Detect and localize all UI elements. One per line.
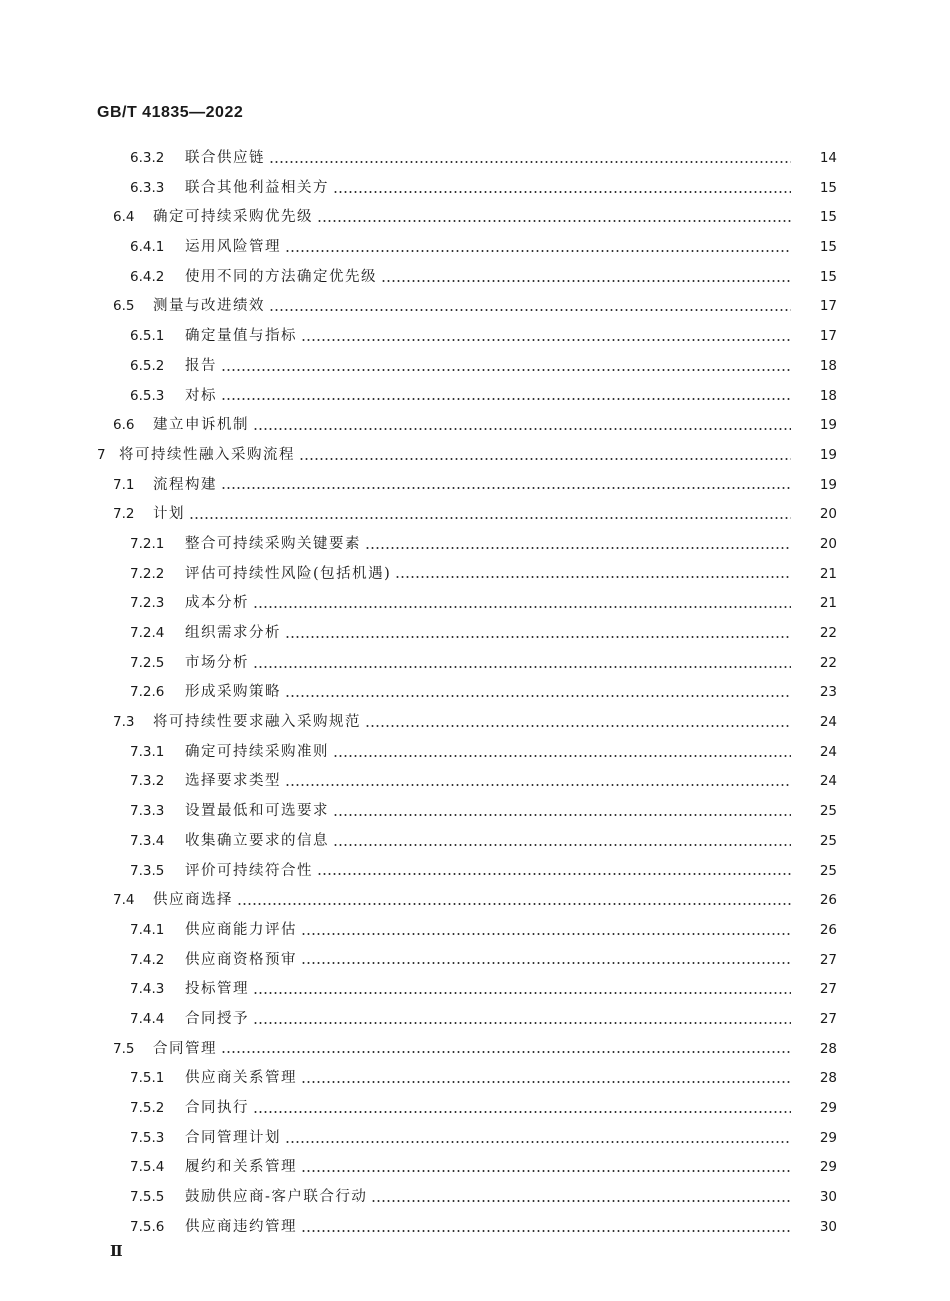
toc-entry-title: 将可持续性要求融入采购规范 [153, 714, 361, 731]
toc-entry[interactable] [0, 710, 950, 740]
toc-entry-page: 18 [819, 387, 837, 404]
toc-entry-title: 成本分析 [185, 595, 249, 612]
toc-entry[interactable] [0, 532, 950, 562]
toc-entry-page: 14 [819, 150, 837, 166]
toc-entry-page: 25 [819, 862, 837, 879]
toc-entry-number: 7.2.6 [130, 684, 165, 701]
toc-entry-number: 7.2 [113, 506, 135, 523]
toc-entry[interactable] [0, 799, 950, 829]
toc-entry-page: 15 [819, 239, 837, 256]
toc-entry-page: 15 [819, 179, 837, 196]
toc-entry-title: 评价可持续符合性 [185, 862, 313, 879]
dot-leader [237, 898, 791, 910]
toc-entry[interactable] [0, 1155, 950, 1185]
toc-entry[interactable] [0, 265, 950, 295]
toc-entry[interactable] [0, 948, 950, 978]
toc-entry[interactable] [0, 1215, 950, 1245]
toc-entry-page: 19 [819, 417, 837, 434]
toc-entry-title: 流程构建 [153, 476, 217, 493]
dot-leader [317, 868, 791, 880]
toc-entry-title: 确定量值与指标 [185, 328, 297, 345]
toc-entry-title: 组织需求分析 [185, 625, 281, 641]
toc-entry-number: 7.3.2 [130, 773, 165, 790]
toc-entry-title: 确定可持续采购准则 [185, 743, 329, 760]
toc-entry-page: 29 [819, 1100, 837, 1116]
dot-leader [253, 987, 791, 999]
toc-entry-title: 联合供应链 [185, 150, 265, 166]
toc-entry[interactable] [0, 1185, 950, 1215]
toc-entry[interactable] [0, 443, 950, 473]
toc-entry-number: 7.5.2 [130, 1100, 165, 1116]
dot-leader [301, 957, 791, 969]
toc-entry[interactable] [0, 769, 950, 799]
toc-entry-title: 投标管理 [185, 981, 249, 998]
dot-leader [285, 779, 791, 791]
toc-entry-page: 25 [819, 803, 837, 820]
toc-entry-page: 30 [819, 1189, 837, 1206]
toc-entry[interactable] [0, 859, 950, 889]
toc-entry[interactable] [0, 354, 950, 384]
dot-leader [269, 156, 791, 168]
toc-entry-number: 7.5.3 [130, 1129, 165, 1146]
toc-entry-page: 24 [819, 743, 837, 760]
toc-entry[interactable] [0, 651, 950, 681]
toc-entry-number: 6.4.2 [130, 268, 165, 285]
toc-entry-title: 对标 [185, 387, 217, 404]
toc-entry-title: 合同执行 [185, 1100, 249, 1116]
toc-entry-number: 7.4.4 [130, 1010, 165, 1027]
toc-entry-title: 市场分析 [185, 654, 249, 671]
toc-entry-number: 7.4 [113, 892, 135, 909]
toc-entry-title: 计划 [153, 506, 185, 523]
dot-leader [221, 1046, 791, 1058]
toc-entry[interactable] [0, 680, 950, 710]
toc-entry-number: 6.5 [113, 298, 135, 315]
toc-entry[interactable] [0, 591, 950, 621]
toc-entry-number: 7.2.5 [130, 654, 165, 671]
toc-entry-number: 7.3.4 [130, 832, 165, 849]
toc-entry-number: 6.3.3 [130, 179, 165, 196]
toc-entry-number: 7.2.3 [130, 595, 165, 612]
toc-entry-number: 6.4.1 [130, 239, 165, 256]
dot-leader [253, 601, 791, 613]
toc-entry-title: 供应商选择 [153, 892, 233, 909]
toc-entry[interactable] [0, 205, 950, 235]
toc-entry-title: 评估可持续性风险(包括机遇) [185, 565, 392, 582]
table-of-contents [0, 146, 950, 1244]
toc-entry-page: 21 [819, 565, 837, 582]
toc-entry[interactable] [0, 740, 950, 770]
toc-entry-page: 30 [819, 1218, 837, 1235]
toc-entry[interactable] [0, 235, 950, 265]
dot-leader [269, 304, 791, 316]
toc-entry-title: 供应商违约管理 [185, 1218, 297, 1235]
toc-entry-page: 15 [819, 209, 837, 226]
dot-leader [221, 482, 791, 494]
toc-entry-title: 合同授予 [185, 1010, 249, 1027]
toc-entry[interactable] [0, 176, 950, 206]
toc-entry-page: 27 [819, 951, 837, 968]
toc-entry[interactable] [0, 294, 950, 324]
toc-entry-title: 鼓励供应商-客户联合行动 [185, 1189, 368, 1206]
dot-leader [317, 215, 791, 227]
toc-entry-page: 17 [819, 298, 837, 315]
page-number-footer: Ⅱ [110, 1242, 123, 1260]
toc-entry-page: 24 [819, 714, 837, 731]
dot-leader [395, 571, 791, 583]
toc-entry[interactable] [0, 1037, 950, 1067]
toc-entry-number: 7.5.1 [130, 1070, 165, 1087]
dot-leader [285, 631, 791, 643]
toc-entry-page: 18 [819, 357, 837, 374]
dot-leader [333, 839, 791, 851]
dot-leader [371, 1195, 791, 1207]
toc-entry-page: 27 [819, 981, 837, 998]
toc-entry-number: 7.3.5 [130, 862, 165, 879]
toc-entry-number: 7 [97, 446, 106, 463]
toc-entry[interactable] [0, 1126, 950, 1156]
toc-entry-number: 7.3.3 [130, 803, 165, 820]
dot-leader [299, 453, 791, 465]
toc-entry-number: 6.5.3 [130, 387, 165, 404]
dot-leader [221, 364, 791, 376]
toc-entry-page: 22 [819, 654, 837, 671]
toc-entry-page: 26 [819, 892, 837, 909]
toc-entry[interactable] [0, 1066, 950, 1096]
dot-leader [301, 1225, 791, 1237]
toc-entry-page: 29 [819, 1159, 837, 1176]
toc-entry-page: 23 [819, 684, 837, 701]
toc-entry-number: 7.4.2 [130, 951, 165, 968]
toc-entry-title: 整合可持续采购关键要素 [185, 535, 361, 552]
toc-entry[interactable] [0, 888, 950, 918]
toc-entry-title: 选择要求类型 [185, 773, 281, 790]
toc-entry[interactable] [0, 502, 950, 532]
toc-entry-page: 25 [819, 832, 837, 849]
toc-entry[interactable] [0, 621, 950, 651]
toc-entry-page: 27 [819, 1010, 837, 1027]
dot-leader [301, 334, 791, 346]
toc-entry-number: 7.3 [113, 714, 135, 731]
toc-entry-page: 22 [819, 625, 837, 641]
toc-entry-number: 7.5.4 [130, 1159, 165, 1176]
dot-leader [301, 1076, 791, 1088]
toc-entry-title: 联合其他利益相关方 [185, 179, 329, 196]
toc-entry-title: 收集确立要求的信息 [185, 832, 329, 849]
toc-entry-number: 7.5.5 [130, 1189, 165, 1206]
toc-entry[interactable] [0, 918, 950, 948]
toc-entry-number: 6.5.2 [130, 357, 165, 374]
toc-entry-number: 7.4.3 [130, 981, 165, 998]
dot-leader [301, 928, 791, 940]
toc-entry-title: 供应商关系管理 [185, 1070, 297, 1087]
toc-entry-page: 20 [819, 506, 837, 523]
dot-leader [381, 275, 791, 287]
toc-entry[interactable] [0, 1007, 950, 1037]
toc-entry-title: 测量与改进绩效 [153, 298, 265, 315]
toc-entry-page: 28 [819, 1070, 837, 1087]
toc-entry-page: 21 [819, 595, 837, 612]
toc-entry-number: 7.4.1 [130, 921, 165, 938]
toc-entry-page: 15 [819, 268, 837, 285]
toc-entry-title: 履约和关系管理 [185, 1159, 297, 1176]
dot-leader [253, 423, 791, 435]
toc-entry-title: 形成采购策略 [185, 684, 281, 701]
toc-entry-page: 29 [819, 1129, 837, 1146]
toc-entry-title: 将可持续性融入采购流程 [119, 446, 295, 463]
dot-leader [333, 809, 791, 821]
toc-entry-page: 28 [819, 1040, 837, 1057]
toc-entry-page: 24 [819, 773, 837, 790]
toc-entry-number: 7.3.1 [130, 743, 165, 760]
toc-entry-number: 7.2.4 [130, 625, 165, 641]
dot-leader [365, 542, 791, 554]
toc-entry[interactable] [0, 829, 950, 859]
dot-leader [221, 393, 791, 405]
toc-entry[interactable] [0, 977, 950, 1007]
toc-entry[interactable] [0, 473, 950, 503]
dot-leader [333, 750, 791, 762]
toc-entry[interactable] [0, 324, 950, 354]
toc-entry[interactable] [0, 384, 950, 414]
dot-leader [285, 690, 791, 702]
dot-leader [253, 1017, 791, 1029]
toc-entry-title: 确定可持续采购优先级 [153, 209, 313, 226]
toc-entry-number: 7.5.6 [130, 1218, 165, 1235]
toc-entry-number: 7.5 [113, 1040, 135, 1057]
toc-entry-page: 26 [819, 921, 837, 938]
toc-entry-page: 19 [819, 476, 837, 493]
toc-entry-number: 7.2.2 [130, 565, 165, 582]
toc-entry-number: 7.2.1 [130, 535, 165, 552]
toc-entry[interactable] [0, 146, 950, 176]
toc-entry-number: 6.5.1 [130, 328, 165, 345]
dot-leader [253, 661, 791, 673]
toc-entry-number: 7.1 [113, 476, 135, 493]
dot-leader [253, 1106, 791, 1118]
toc-entry-title: 合同管理计划 [185, 1129, 281, 1146]
dot-leader [301, 1165, 791, 1177]
toc-entry-number: 6.4 [113, 209, 135, 226]
toc-entry-title: 报告 [185, 357, 217, 374]
toc-entry-title: 使用不同的方法确定优先级 [185, 268, 377, 285]
dot-leader [333, 186, 791, 198]
toc-entry-page: 20 [819, 535, 837, 552]
toc-entry-title: 供应商能力评估 [185, 921, 297, 938]
toc-entry-page: 19 [819, 446, 837, 463]
toc-entry-number: 6.6 [113, 417, 135, 434]
toc-entry[interactable] [0, 413, 950, 443]
toc-entry-title: 运用风险管理 [185, 239, 281, 256]
dot-leader [285, 245, 791, 257]
toc-entry[interactable] [0, 1096, 950, 1126]
toc-entry-title: 设置最低和可选要求 [185, 803, 329, 820]
dot-leader [285, 1136, 791, 1148]
toc-entry-title: 合同管理 [153, 1040, 217, 1057]
toc-entry-number: 6.3.2 [130, 150, 165, 166]
dot-leader [365, 720, 791, 732]
toc-entry-title: 建立申诉机制 [153, 417, 249, 434]
document-id-header: GB/T 41835—2022 [97, 104, 244, 121]
toc-entry-title: 供应商资格预审 [185, 951, 297, 968]
toc-entry[interactable] [0, 562, 950, 592]
toc-entry-page: 17 [819, 328, 837, 345]
dot-leader [189, 512, 791, 524]
